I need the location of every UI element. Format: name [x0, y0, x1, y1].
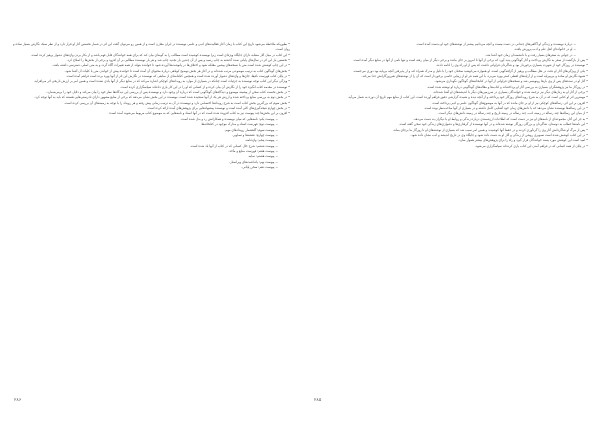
paragraph: − پیوست دوم: فهرست اسناد و مدارک موجود در کتابخانه‌ها. — [200, 122, 278, 127]
paragraph: − پیوست سوم: گاهشمار رویدادهای مهم. — [224, 127, 278, 132]
paragraph: − درباره نویسنده و زندگی او آگاهی‌های چندانی در دست نیست و آنچه می‌دانیم بیشتر از نوشته‌های خود او بدست آمده است. — [416, 42, 576, 46]
paragraph: • ویژگی دیگر این کتاب توجه نویسنده به جزئیات است چنانکه در بسیاری از موارد به رویدادهای کوچکی اشاره می‌کند که در منابع دیگر از آنها یادی نشده است و همین امر بر ارزش تاریخی اثر می‌افزاید. — [33, 79, 290, 84]
paragraph: • در این چاپ کوشش شده است متن با نسخه‌های پیشین مقابله شود و اختلاف‌ها در پانوشت‌ها آورده شود تا خواننده بتواند از همه تغییرات آگاه گردد و به متن اصلی دسترسی داشته باشد. — [52, 63, 290, 68]
left-page-text — [13, 42, 290, 360]
paragraph: • به جز این آثار، مجموعه‌ای از نامه‌های او نیز در دست است که اطلاعات ارزشمندی درباره زندگی و روابط او با دیگران به دست می‌دهد. — [413, 116, 588, 121]
paragraph: − در جوانی به سفرهای بسیار رفت و با دانشمندان زمان خود آشنا شد. — [485, 52, 576, 57]
paragraph: • مهمترین اثر او کتابی است که در آن به شرح رویدادهای روزگار خود پرداخته و از آنچه دیده و شنیده گزارشی دقیق فراهم آورده است. این کتاب از منابع مهم تاریخ آن دوره به شمار می‌آید. — [347, 95, 588, 100]
paragraph: − پیوست نهم: یادداشت‌های ویراستار. — [229, 159, 278, 164]
paragraph: • در پایان از همه کسانی که در فراهم آمدن این کتاب یاری کرده‌اند سپاسگزاری می‌شود. — [474, 143, 588, 148]
paragraph: − پیوست هفتم: فهرست منابع و مآخذ. — [228, 148, 278, 153]
paragraph: − او در خانواده‌ای اهل علم و ادب پرورش یافت. — [513, 47, 576, 52]
right-page-number: ۲۸۵ — [314, 398, 322, 403]
paragraph: • در پایان کتاب فهرست نام‌ها، جای‌ها و واژه‌های دشوار آورده شده است و همچنین کتابنامه‌ای از منابعی که نویسنده در نگارش این اثر از آنها بهره برده است فراهم آمده است. — [65, 74, 290, 79]
paragraph: • افزون بر این اثر، رساله‌های کوچکی نیز از او بر جای مانده که در آنها به موضوع‌های گوناگون علمی و ادبی پرداخته است. — [431, 100, 588, 105]
paragraph: • بخش‌های گوناگون کتاب به ترتیب موضوعی مرتب شده‌اند و در آغاز هر بخش توضیح کوتاهی درباره محتوای آن آمده است تا خواننده پیش از خواندن متن با کلیات آن آشنا شود. — [64, 68, 290, 73]
paragraph: • در این رساله‌ها نویسنده نشان می‌دهد که با دانش‌های زمان خود آشنایی کامل داشته و در بسیاری از آنها صاحب‌نظر بوده است. — [423, 106, 588, 111]
paragraph: − پیوست یکم: نامه‌هایی که میان نویسنده و همکارانش رد و بدل شده است. — [180, 116, 278, 121]
paragraph: • این نامه‌ها خطاب به دوستان، شاگردان و بزرگان روزگار نوشته شده‌اند و در آنها نویسنده از گرفتاری‌ها و دشواری‌های زندگی خود سخن گفته است. — [398, 122, 588, 127]
paragraph: • در این کتاب کوشش شده است تصویری روشن از زندگی و آثار او به دست داده شود و جایگاه وی در تاریخ اندیشه و ادب نشان داده شود. — [410, 132, 588, 137]
paragraph: • پس از مرگ او شاگردانش آثار وی را گردآوری کردند و در حفظ آنها کوشیدند و همین امر سبب شد که بسیاری از نوشته‌های او تا روزگار ما برجای بماند. — [392, 127, 588, 132]
paragraph: • بخش سوم که بزرگترین بخش کتاب است به شرح رویدادها اختصاص دارد و نویسنده در آن به ترتیب زمانی پیش رفته و هر رویداد را با توجه به زمینه‌های آن بررسی کرده است. — [64, 100, 290, 105]
paragraph: • در بخش نخست کتاب سخن از پیشینه موضوع و دیدگاه‌های گوناگونی است که درباره آن وجود دارد و نویسنده پس از بررسی این دیدگاه‌ها نظر خود را بیان می‌کند و دلایل خود را برمی‌شمارد. — [46, 90, 290, 95]
paragraph: • نخستین بار این اثر در سال‌های پایانی سده گذشته به چاپ رسید و پس از آن چندین بار تجدید چاپ شد و هر بار نویسنده مطالبی بر آن افزود و برخی از بخش‌ها را اصلاح کرد. — [66, 58, 290, 63]
paragraph: • از میان این رساله‌ها چند رساله در زمینه ادب، چند رساله در زمینه تاریخ و چند رساله در زمینه دانش‌های دیگر است. — [438, 111, 588, 116]
right-page-text — [312, 42, 588, 356]
paragraph: • نویسنده در مقدمه کتاب انگیزه خود را از نگارش آن بیان کرده و از کسانی که او را در این کار یاری داده‌اند سپاسگزاری کرده است. — [120, 84, 290, 89]
paragraph: • آثار او در سده‌های پس از وی بارها رونویسی شد و نسخه‌های فراوانی از آنها در کتابخانه‌های گوناگون نگهداری می‌شود. — [434, 79, 588, 84]
paragraph: − پیوست پنجم: واژه‌نامه. — [244, 138, 278, 143]
paragraph: • این کتاب در میان آثار مشابه دارای جایگاه ویژه‌ای است زیرا نویسنده کوشیده است مطالب را به گونه‌ای بیان کند که برای همه خوانندگان قابل فهم باشد و از بکار بردن واژه‌های دشوار پرهیز کرده است. — [30, 52, 290, 57]
paragraph: • یکی از ویژگی‌های آثار او دقت در نقل مطالب و پرهیز از گزافه‌گویی است. او همواره می‌کوشید سخنان خود را با دلیل و مدرک همراه کند و از پذیرفتن آنچه بی‌پایه بود دوری می‌جست. — [352, 68, 588, 73]
right-page — [300, 0, 600, 424]
paragraph: − پیوست چهارم: نقشه‌ها و تصاویر. — [232, 132, 278, 137]
paragraph: − پیوست هشتم: نمایه. — [247, 154, 278, 159]
paragraph: • شیوه نگارش او ساده و بی‌پیرایه است و از آرایه‌های لفظی کمتر بهره می‌برد، با این همه نثر او از زیبایی خاصی برخوردار است که آن را از نوشته‌های هم‌روزگارانش جدا می‌کند. — [361, 74, 588, 79]
paragraph: • در بخش دوم به بررسی منابع پرداخته شده و ارزش هر یک از آنها سنجیده شده است. نویسنده در این بخش نشان می‌دهد که برخی از منابع مشهور دارای نادرستی‌هایی هستند که باید به آنها توجه کرد. — [34, 95, 290, 100]
paragraph: • در روزگار ما نیز پژوهشگران بسیاری به بررسی آثار او پرداخته‌اند و کتاب‌ها و مقاله‌های گوناگونی درباره او نوشته شده است. — [426, 84, 588, 89]
paragraph: • امید است این کوشش مورد پسند خوانندگان قرار گیرد و راه را برای پژوهش‌های بیشتر هموار سازد. — [458, 138, 588, 143]
paragraph: • بطوریکه ملاحظه می‌شود تاریخ این کتاب با زمان آغاز فعالیت‌های ادبی و علمی نویسنده در ایران مقارن است و از همین رو می‌توان گفت این اثر در شمار نخستین آثار او قرار دارد و از نظر سبک نگارش بسیار ساده و روان است. — [13, 42, 290, 52]
left-page-number: ۲۸۶ — [14, 398, 22, 403]
paragraph: • افزون بر این بخش‌ها چند پیوست نیز به کتاب افزوده شده است که در آنها اسناد و نامه‌هایی که به موضوع کتاب مربوط می‌شوند آمده است: — [108, 111, 290, 116]
paragraph: • برخی از آثار او به زبان‌های دیگر نیز ترجمه شده و خوانندگان بسیاری در سرزمین‌های دیگر با اندیشه‌های او آشنا شده‌اند. — [432, 90, 588, 95]
paragraph: • نویسنده در روزگار خود از شهرت بسیاری برخوردار بود و شاگردان فراوانی داشت که پس از او راه وی را ادامه دادند. — [435, 63, 588, 68]
paragraph: − پیوست دهم: سخن پایانی. — [241, 164, 278, 169]
paragraph: • در بخش چهارم نتیجه‌گیری‌های کلی آمده است و نویسنده پیشنهادهایی برای پژوهش‌های آینده ارائه کرده است. — [147, 106, 290, 111]
paragraph: − پیوست ششم: شرح حال کسانی که در کتاب از آنها یاد شده است. — [189, 143, 278, 148]
paragraph: • پس از بازگشت از سفر به نگارش پرداخت و آثار گوناگونی پدید آورد که برخی از آنها تا امروز بر جای مانده و برخی دیگر از میان رفته است و تنها نامی از آنها در منابع دیگر آمده است. — [353, 58, 588, 63]
